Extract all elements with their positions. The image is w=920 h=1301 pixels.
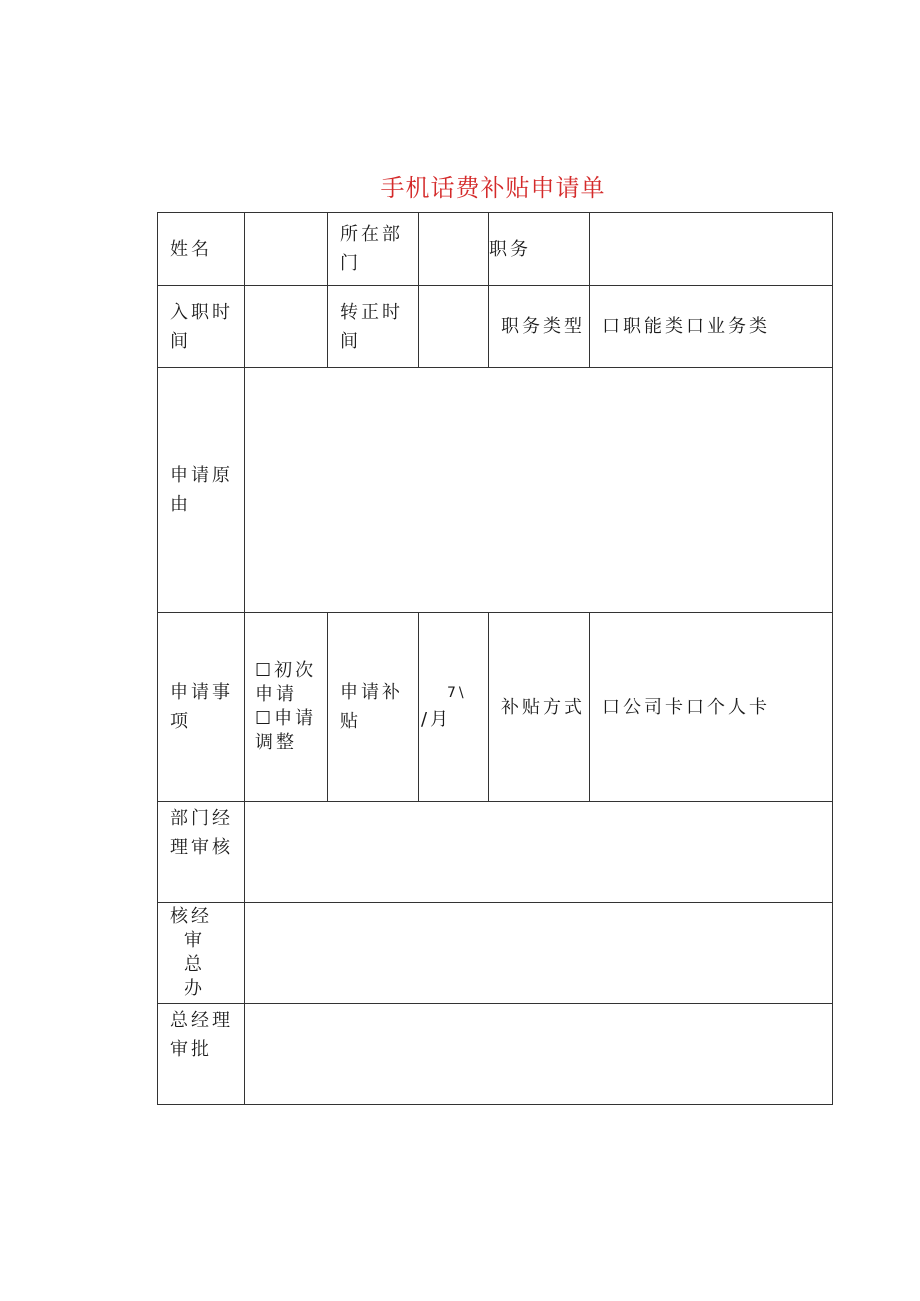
position-label: 职务 (489, 213, 590, 286)
position-type-options[interactable]: 口职能类口业务类 (590, 286, 833, 368)
row-application-item (158, 613, 833, 802)
row-dates (158, 286, 833, 368)
name-value[interactable] (245, 213, 328, 286)
subsidy-amount-value: 7\ (447, 684, 467, 701)
subsidy-amount-unit: /月 (421, 708, 452, 730)
subsidy-amount[interactable] (419, 613, 489, 802)
row-gm-approval (158, 1004, 833, 1105)
gm-office-label: 核经 审 总 办 (158, 903, 245, 1004)
name-label: 姓名 (158, 213, 245, 286)
reason-label: 申请原由 (158, 368, 245, 613)
item-options (245, 613, 328, 802)
subsidy-label: 申请补贴 (328, 613, 419, 802)
hire-date-label: 入职时间 (158, 286, 245, 368)
row-gm-office (158, 903, 833, 1004)
position-type-label: 职务类型 (489, 286, 590, 368)
row-reason (158, 368, 833, 613)
reason-value[interactable] (245, 368, 833, 613)
form-title: 手机话费补贴申请单 (380, 174, 606, 202)
position-value[interactable] (590, 213, 833, 286)
item-label: 申请事项 (158, 613, 245, 802)
gm-label: 总经理审批 (158, 1004, 245, 1105)
dept-manager-value[interactable] (245, 802, 833, 903)
hire-date-value[interactable] (245, 286, 328, 368)
subsidy-method-options[interactable]: 口公司卡口个人卡 (590, 613, 833, 802)
department-value[interactable] (419, 213, 489, 286)
application-form (157, 212, 833, 1105)
item-option-initial[interactable]: ☐初次申请 (255, 660, 317, 705)
regular-date-label: 转正时间 (328, 286, 419, 368)
item-option-adjust[interactable]: ☐申请调整 (255, 708, 317, 753)
row-dept-manager (158, 802, 833, 903)
regular-date-value[interactable] (419, 286, 489, 368)
dept-manager-label: 部门经理审核 (158, 802, 245, 903)
gm-value[interactable] (245, 1004, 833, 1105)
row-basic-info (158, 213, 833, 286)
department-label: 所在部门 (328, 213, 419, 286)
subsidy-method-label: 补贴方式 (489, 613, 590, 802)
gm-office-value[interactable] (245, 903, 833, 1004)
